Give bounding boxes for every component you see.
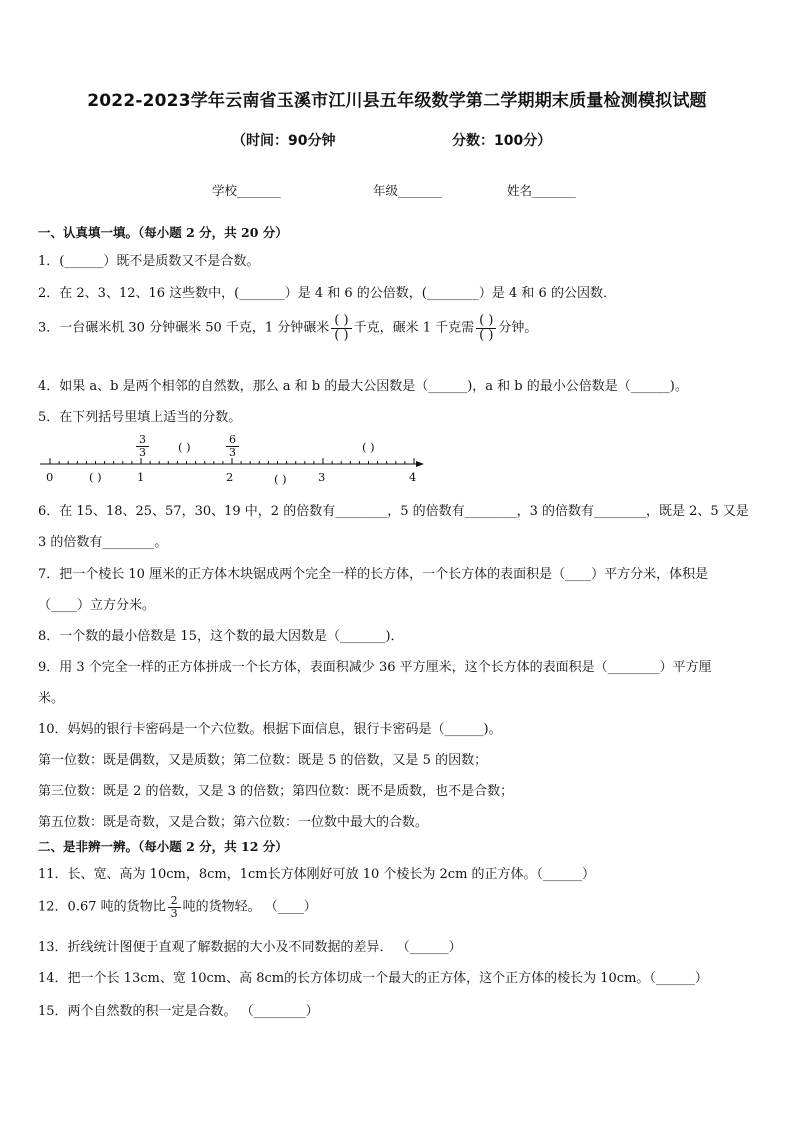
question-11: 11．长、宽、高为 10cm，8cm，1cm长方体刚好可放 10 个棱长为 2cm 的正方体。（______） (38, 867, 596, 882)
section-1-title: 一、认真填一填。（每小题 2 分，共 20 分） (38, 225, 288, 240)
question-15: 15．两个自然数的积一定是合数。 （________） (38, 1004, 319, 1019)
tick-label-2: 2 (226, 470, 234, 484)
question-13: 13．折线统计图便于直观了解数据的大小及不同数据的差异． （______） (38, 940, 462, 955)
fraction-3-3: $\frac{3}{3}$ (136, 434, 149, 458)
question-5: 5．在下列括号里填上适当的分数。 (38, 410, 242, 425)
question-10-line-3: 第三位数：既是 2 的倍数，又是 3 的倍数；第四位数：既不是质数，也不是合数； (38, 784, 514, 799)
question-12-part-a: 12．0.67 吨的货物比 (38, 899, 166, 915)
tick-label-4: 4 (409, 470, 417, 484)
name-field: 姓名_______ (507, 183, 576, 198)
question-3 (38, 314, 537, 342)
question-10-line-1: 10．妈妈的银行卡密码是一个六位数。根据下面信息，银行卡密码是（______)。 (38, 722, 502, 737)
question-10-line-4: 第五位数：既是奇数，又是合数；第六位数：一位数中最大的合数。 (38, 815, 429, 830)
tick-label-0: 0 (46, 470, 54, 484)
fraction-2-3: $\frac{2}{3}$ (168, 895, 181, 919)
question-3-part-c: 分钟。 (498, 320, 538, 336)
number-line-blank: ( ) (362, 440, 375, 454)
question-14: 14．把一个长 13cm、宽 10cm、高 8cm的长方体切成一个最大的正方体，这个正方体的棱长为 10cm。（______） (38, 971, 708, 986)
question-9-line-2: 米。 (38, 691, 65, 706)
section-2-title: 二、是非辨一辨。（每小题 2 分，共 12 分） (38, 839, 288, 854)
question-10-line-2: 第一位数：既是偶数，又是质数；第二位数：既是 5 的倍数，又是 5 的因数； (38, 753, 488, 768)
school-field: 学校_______ (212, 183, 281, 198)
question-3-part-b: 千克，碾米 1 千克需 (353, 320, 475, 336)
tick-label-1: 1 (137, 470, 145, 484)
tick-label-3: 3 (318, 470, 326, 484)
fraction-blank-1: $\frac{( )}{( )}$ (331, 314, 351, 342)
axis-arrow (416, 461, 424, 467)
question-7-line-1: 7．把一个棱长 10 厘米的正方体木块锯成两个完全一样的长方体，一个长方体的表面积是（____）平方分米，体积是 (38, 567, 709, 582)
grade-field: 年级_______ (373, 183, 442, 198)
question-7-line-2: （____）立方分米。 (38, 598, 156, 613)
number-line-blank: ( ) (274, 472, 287, 486)
question-1: 1．(______）既不是质数又不是合数。 (38, 254, 260, 269)
exam-score: 分数：100分） (452, 133, 552, 149)
question-8: 8．一个数的最小倍数是 15，这个数的最大因数是（_______)． (38, 629, 404, 644)
question-6-line-1: 6．在 15、18、25、57，30、19 中，2 的倍数有________，5 的倍数有________，3 的倍数有________，既是 2、5 又是 (38, 504, 749, 519)
number-line-blank: ( ) (178, 440, 191, 454)
axis-ticks (50, 458, 414, 464)
exam-time: （时间：90分钟 (232, 133, 336, 149)
number-line-axis (0, 455, 794, 475)
question-9-line-1: 9．用 3 个完全一样的正方体拼成一个长方体，表面积减少 36 平方厘米，这个长方体的表面积是（________）平方厘 (38, 660, 712, 675)
number-line-blank: ( ) (89, 470, 102, 484)
question-3-part-a: 3．一台碾米机 30 分钟碾米 50 千克，1 分钟碾米 (38, 320, 330, 336)
question-4: 4．如果 a、b 是两个相邻的自然数，那么 a 和 b 的最大公因数是（______)，a 和 b 的最小公倍数是（______)。 (38, 379, 688, 394)
question-2: 2．在 2、3、12、16 这些数中，(_______）是 4 和 6 的公倍数，(________）是 4 和 6 的公因数． (38, 286, 616, 301)
exam-title: 2022-2023学年云南省玉溪市江川县五年级数学第二学期期末质量检测模拟试题 (87, 91, 707, 111)
question-12-part-b: 吨的货物轻。 （____） (182, 899, 317, 915)
question-12 (38, 895, 317, 919)
fraction-blank-2: $\frac{( )}{( )}$ (476, 314, 496, 342)
question-6-line-2: 3 的倍数有________。 (38, 535, 168, 550)
fraction-6-3: $\frac{6}{3}$ (226, 434, 239, 458)
